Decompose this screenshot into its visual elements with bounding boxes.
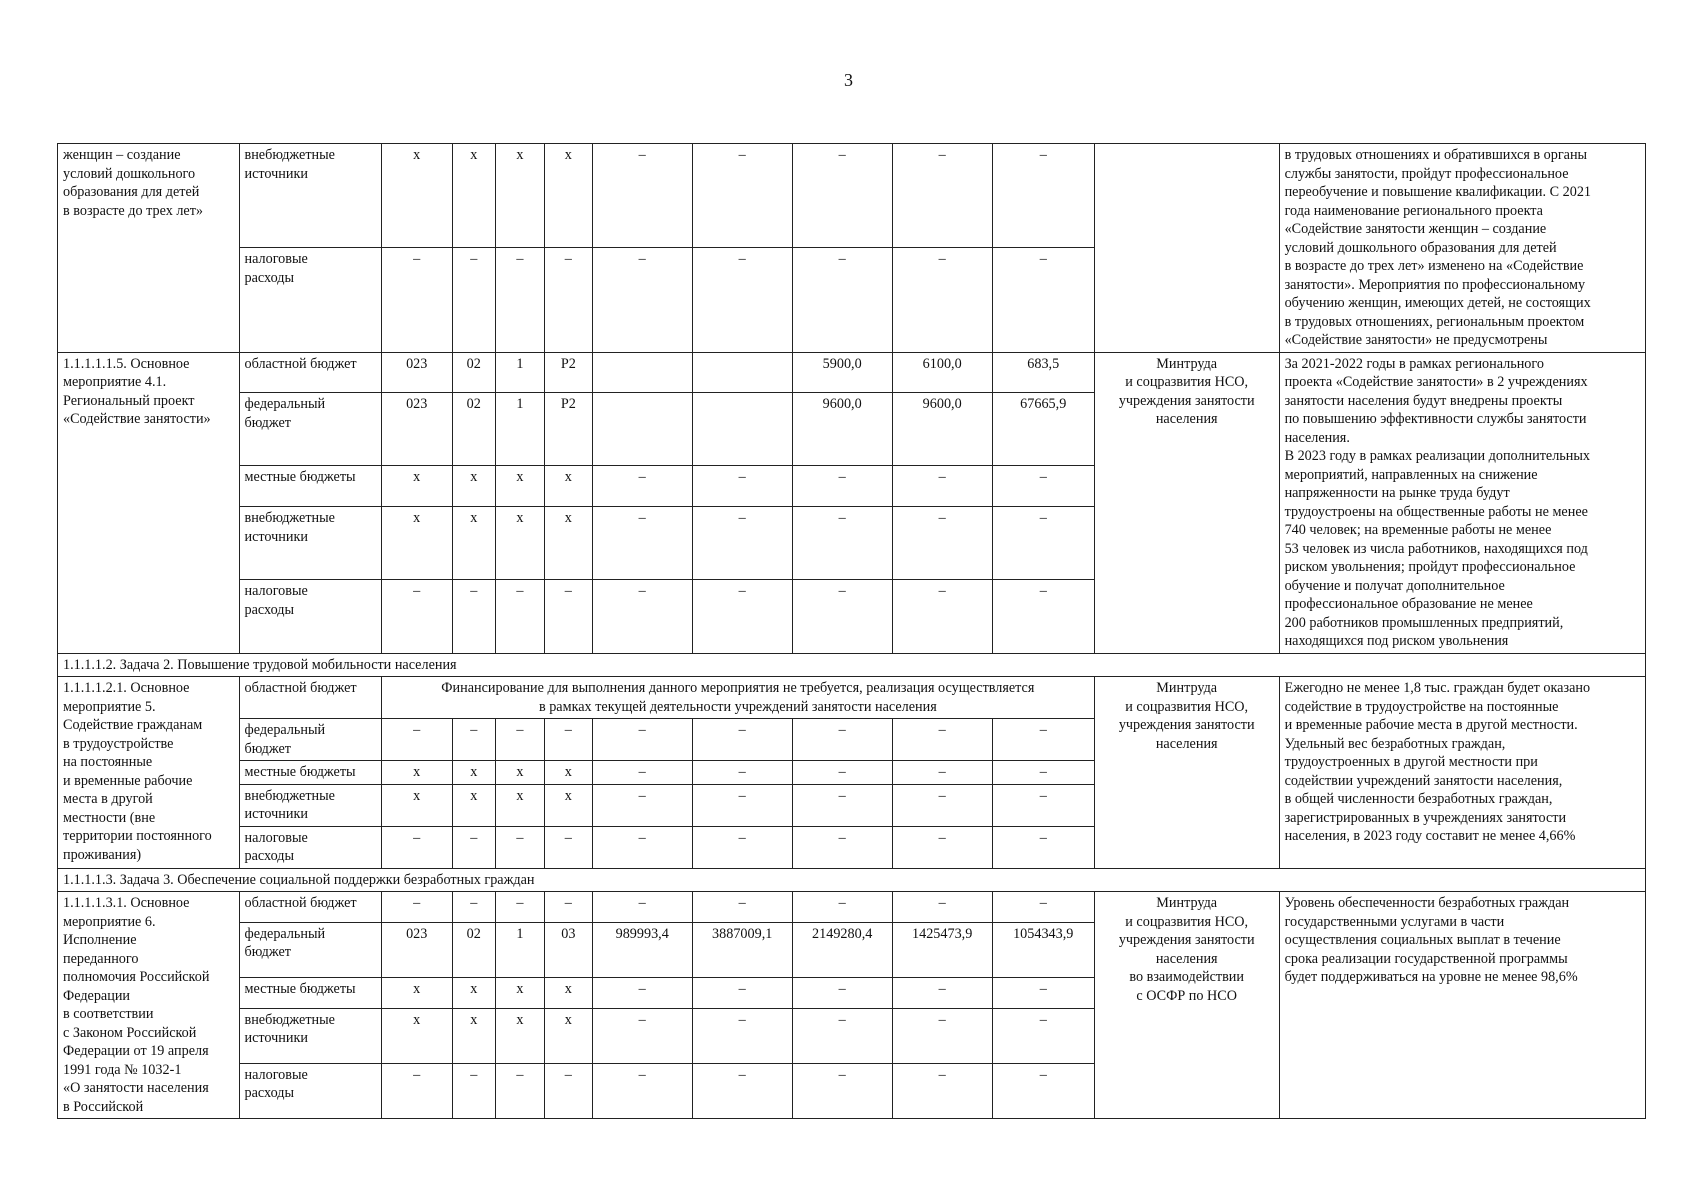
amount-cell: 9600,0 [792, 393, 892, 466]
amount-cell: – [692, 144, 792, 248]
funding-row [58, 677, 1646, 719]
amount-cell: – [992, 507, 1094, 580]
budget-code-cell: – [452, 580, 495, 653]
budget-code-cell: x [452, 466, 495, 507]
amount-cell: – [592, 248, 692, 352]
budget-code-cell: x [544, 507, 592, 580]
amount-cell: – [892, 144, 992, 248]
executor: Минтруда и соцразвития НСО, учреждения занятости населения во взаимодействии с ОСФР по НСО [1094, 892, 1279, 1119]
page-number: 3 [844, 70, 853, 90]
budget-code-cell: – [452, 826, 495, 868]
amount-cell: – [892, 977, 992, 1008]
budget-code-cell: 03 [544, 922, 592, 977]
amount-cell: – [992, 1008, 1094, 1063]
amount-cell: 9600,0 [892, 393, 992, 466]
budget-code-cell: x [544, 1008, 592, 1063]
budget-code-cell: – [381, 719, 452, 761]
funding-source: налоговые расходы [239, 1063, 381, 1118]
amount-cell: – [792, 580, 892, 653]
amount-cell: – [592, 1063, 692, 1118]
budget-code-cell: x [544, 977, 592, 1008]
budget-code-cell: 1 [496, 922, 545, 977]
budget-code-cell: – [496, 719, 545, 761]
amount-cell: – [892, 1008, 992, 1063]
budget-code-cell: x [452, 784, 495, 826]
amount-cell: – [592, 761, 692, 785]
amount-cell: – [892, 466, 992, 507]
amount-cell: – [992, 144, 1094, 248]
amount-cell: – [592, 826, 692, 868]
budget-code-cell: – [496, 248, 545, 352]
amount-cell [692, 393, 792, 466]
amount-cell: – [792, 892, 892, 923]
budget-code-cell: – [544, 719, 592, 761]
measure-name: 1.1.1.1.3.1. Основное мероприятие 6. Исполнение переданного полномочия Российской Федерации в соответствии с Законом Российской Федерации от 19 апреля 1991 года № 1032-1 «О занятости населения в Российской [58, 892, 240, 1119]
funding-source: внебюджетные источники [239, 144, 381, 248]
budget-code-cell: x [452, 977, 495, 1008]
budget-code-cell: – [452, 248, 495, 352]
amount-cell: – [792, 1063, 892, 1118]
amount-cell: – [692, 580, 792, 653]
amount-cell: – [592, 466, 692, 507]
amount-cell: – [692, 719, 792, 761]
budget-code-cell: x [381, 466, 452, 507]
amount-cell: – [692, 248, 792, 352]
amount-cell: – [692, 466, 792, 507]
budget-code-cell: x [496, 507, 545, 580]
budget-code-cell: – [496, 892, 545, 923]
amount-cell: 1054343,9 [992, 922, 1094, 977]
budget-code-cell: x [381, 144, 452, 248]
budget-code-cell: x [544, 784, 592, 826]
amount-cell: – [892, 719, 992, 761]
budget-code-cell: – [381, 1063, 452, 1118]
amount-cell: 5900,0 [792, 352, 892, 393]
task-title: 1.1.1.1.3. Задача 3. Обеспечение социальной поддержки безработных граждан [58, 868, 1646, 892]
budget-code-cell: 023 [381, 922, 452, 977]
budget-code-cell: x [381, 761, 452, 785]
amount-cell: – [892, 1063, 992, 1118]
budget-code-cell: x [381, 1008, 452, 1063]
amount-cell: – [692, 892, 792, 923]
amount-cell: – [692, 1008, 792, 1063]
funding-source: федеральный бюджет [239, 393, 381, 466]
funding-source: внебюджетные источники [239, 1008, 381, 1063]
funding-source: внебюджетные источники [239, 784, 381, 826]
amount-cell: – [792, 248, 892, 352]
amount-cell: – [992, 784, 1094, 826]
budget-code-cell: – [544, 826, 592, 868]
expected-result: Уровень обеспеченности безработных граждан государственными услугами в части осуществления социальных выплат в течение срока реализации государственной программы будет поддерживаться на уровне не менее 98,6% [1279, 892, 1645, 1119]
funding-source: областной бюджет [239, 352, 381, 393]
amount-cell: – [892, 507, 992, 580]
funding-source: местные бюджеты [239, 761, 381, 785]
amount-cell: – [592, 1008, 692, 1063]
amount-cell: – [892, 248, 992, 352]
budget-code-cell: – [381, 826, 452, 868]
amount-cell: – [592, 784, 692, 826]
amount-cell: – [692, 977, 792, 1008]
amount-cell: – [692, 1063, 792, 1118]
budget-code-cell: 02 [452, 352, 495, 393]
budget-code-cell: x [496, 977, 545, 1008]
amount-cell: – [592, 719, 692, 761]
measure-name: женщин – создание условий дошкольного образования для детей в возрасте до трех лет» [58, 144, 240, 353]
budget-code-cell: 1 [496, 352, 545, 393]
budget-code-cell: P2 [544, 352, 592, 393]
budget-code-cell: x [496, 144, 545, 248]
expected-result: Ежегодно не менее 1,8 тыс. граждан будет оказано содействие в трудоустройстве на постоянные и временные рабочие места в другой местности. Удельный вес безработных граждан, трудоустроенных в другой местности при содействии учреждений занятости населения, в общей численности безработных граждан, зарегистрированных в учреждениях занятости населения, в 2023 году составит не менее 4,66% [1279, 677, 1645, 869]
amount-cell: – [992, 719, 1094, 761]
budget-code-cell: x [496, 784, 545, 826]
funding-source: местные бюджеты [239, 466, 381, 507]
amount-cell: – [992, 892, 1094, 923]
amount-cell: – [892, 580, 992, 653]
budget-code-cell: – [544, 580, 592, 653]
amount-cell: 2149280,4 [792, 922, 892, 977]
amount-cell: – [892, 892, 992, 923]
expected-result: в трудовых отношениях и обратившихся в органы службы занятости, пройдут профессиональное переобучение и повышение квалификации. С 2021 года наименование регионального проекта «Содействие занятости женщин – создание условий дошкольного образования для детей в возрасте до трех лет» изменено на «Содействие занятости». Мероприятия по профессиональному обучению женщин, имеющих детей, не состоящих в трудовых отношениях, региональным проектом «Содействие занятости» не предусмотрены [1279, 144, 1645, 353]
task-row [58, 868, 1646, 892]
expected-result: За 2021-2022 годы в рамках регионального проекта «Содействие занятости» в 2 учреждениях занятости населения будут внедрены проекты по повышению эффективности службы занятости населения. В 2023 году в рамках реализации дополнительных мероприятий, направленных на снижение напряженности на рынке труда будут трудоустроены на общественные работы не менее 740 человек; на временные работы не менее 53 человек из числа работников, находящихся под риском увольнения; пройдут профессиональное обучение и получат дополнительное профессиональное образование не менее 200 работников промышленных предприятий, находящихся под риском увольнения [1279, 352, 1645, 653]
funding-row [58, 352, 1646, 393]
budget-code-cell: 02 [452, 393, 495, 466]
budget-code-cell: – [496, 826, 545, 868]
budget-code-cell: – [452, 892, 495, 923]
amount-cell: 683,5 [992, 352, 1094, 393]
executor: Минтруда и соцразвития НСО, учреждения занятости населения [1094, 352, 1279, 653]
budget-code-cell: x [452, 761, 495, 785]
funding-row [58, 892, 1646, 923]
funding-source: областной бюджет [239, 892, 381, 923]
amount-cell: – [992, 1063, 1094, 1118]
executor [1094, 144, 1279, 353]
budget-code-cell: x [381, 507, 452, 580]
budget-code-cell: – [544, 1063, 592, 1118]
budget-code-cell: 023 [381, 393, 452, 466]
amount-cell: – [792, 977, 892, 1008]
funding-source: налоговые расходы [239, 248, 381, 352]
amount-cell: – [692, 507, 792, 580]
budget-code-cell: x [496, 1008, 545, 1063]
funding-source: налоговые расходы [239, 580, 381, 653]
amount-cell: – [692, 761, 792, 785]
funding-source: местные бюджеты [239, 977, 381, 1008]
budget-code-cell: – [544, 892, 592, 923]
budget-code-cell: – [452, 1063, 495, 1118]
budget-code-cell: – [381, 892, 452, 923]
funding-row [58, 144, 1646, 248]
funding-source: областной бюджет [239, 677, 381, 719]
budget-code-cell: – [496, 580, 545, 653]
budget-code-cell: x [452, 144, 495, 248]
amount-cell [692, 352, 792, 393]
amount-cell: – [992, 826, 1094, 868]
amount-cell: – [992, 580, 1094, 653]
amount-cell: – [592, 580, 692, 653]
amount-cell: 67665,9 [992, 393, 1094, 466]
funding-source: налоговые расходы [239, 826, 381, 868]
program-measures-table [57, 143, 1646, 1119]
amount-cell: – [592, 892, 692, 923]
budget-code-cell: x [381, 784, 452, 826]
task-row [58, 653, 1646, 677]
funding-source: федеральный бюджет [239, 922, 381, 977]
amount-cell: – [592, 144, 692, 248]
amount-cell: – [892, 761, 992, 785]
amount-cell: – [692, 784, 792, 826]
amount-cell: – [992, 761, 1094, 785]
amount-cell: 1425473,9 [892, 922, 992, 977]
amount-cell: – [792, 144, 892, 248]
amount-cell: – [792, 1008, 892, 1063]
amount-cell: – [992, 977, 1094, 1008]
budget-code-cell: – [381, 248, 452, 352]
amount-cell: 989993,4 [592, 922, 692, 977]
amount-cell: – [992, 466, 1094, 507]
budget-code-cell: 02 [452, 922, 495, 977]
amount-cell: – [992, 248, 1094, 352]
funding-note: Финансирование для выполнения данного мероприятия не требуется, реализация осуществляется в рамках текущей деятельности учреждений занятости населения [381, 677, 1094, 719]
amount-cell [592, 352, 692, 393]
amount-cell: – [592, 977, 692, 1008]
budget-code-cell: 023 [381, 352, 452, 393]
amount-cell: – [892, 784, 992, 826]
budget-code-cell: x [544, 144, 592, 248]
measure-name: 1.1.1.1.1.5. Основное мероприятие 4.1. Региональный проект «Содействие занятости» [58, 352, 240, 653]
budget-code-cell: x [381, 977, 452, 1008]
measure-name: 1.1.1.1.2.1. Основное мероприятие 5. Содействие гражданам в трудоустройстве на постоянные и временные рабочие места в другой местности (вне территории постоянного проживания) [58, 677, 240, 869]
budget-code-cell: x [544, 761, 592, 785]
executor: Минтруда и соцразвития НСО, учреждения занятости населения [1094, 677, 1279, 869]
budget-code-cell: x [544, 466, 592, 507]
budget-code-cell: x [496, 466, 545, 507]
funding-source: федеральный бюджет [239, 719, 381, 761]
amount-cell: – [792, 466, 892, 507]
amount-cell: – [592, 507, 692, 580]
amount-cell: – [692, 826, 792, 868]
task-title: 1.1.1.1.2. Задача 2. Повышение трудовой мобильности населения [58, 653, 1646, 677]
budget-code-cell: x [496, 761, 545, 785]
amount-cell: – [792, 719, 892, 761]
budget-code-cell: 1 [496, 393, 545, 466]
amount-cell: 3887009,1 [692, 922, 792, 977]
amount-cell: – [792, 784, 892, 826]
amount-cell: – [792, 761, 892, 785]
budget-code-cell: – [496, 1063, 545, 1118]
budget-code-cell: x [452, 507, 495, 580]
amount-cell: – [792, 826, 892, 868]
funding-source: внебюджетные источники [239, 507, 381, 580]
amount-cell: – [792, 507, 892, 580]
amount-cell [592, 393, 692, 466]
budget-code-cell: x [452, 1008, 495, 1063]
budget-code-cell: – [544, 248, 592, 352]
amount-cell: – [892, 826, 992, 868]
budget-code-cell: – [452, 719, 495, 761]
amount-cell: 6100,0 [892, 352, 992, 393]
budget-code-cell: – [381, 580, 452, 653]
budget-code-cell: P2 [544, 393, 592, 466]
